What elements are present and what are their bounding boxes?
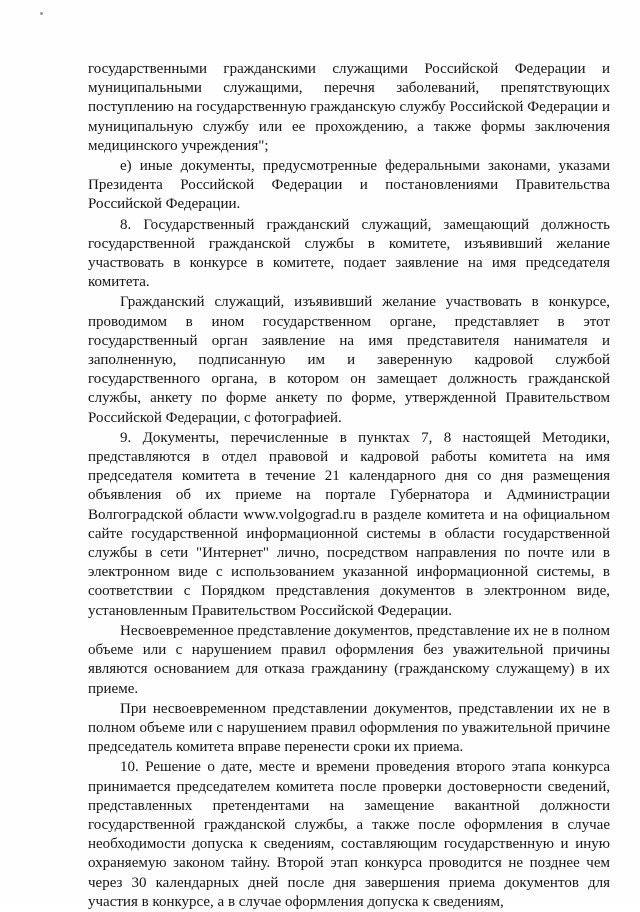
paragraph-late-submission: Несвоевременное представление документов, представление их не в полном объеме или с нарушением правил оформления без уважительной причины являются основанием для отказа гражданину (гражданскому служащему) в их приеме.	[88, 622, 610, 697]
paragraph-clause-8: 8. Государственный гражданский служащий, замещающий должность государственной гражданской службы в комитете, изъявивший желание участвовать в конкурсе в комитете, подает заявление на имя председателя комитета.	[88, 216, 610, 291]
paragraph-clause-9: 9. Документы, перечисленные в пунктах 7, 8 настоящей Методики, представляются в отдел правовой и кадровой работы комитета на имя председателя комитета в течение 21 календарного дня со дня размещения объявления об их приеме на портале Губернатора и Администрации Волгоградской области www.volgograd.ru в разделе комитета и на официальном сайте государственной информационной системы в области государственной службы в сети "Интернет" лично, посредством направления по почте или в электронном виде с использованием указанной информационной системы, в соответствии с Порядком представления документов в электронном виде, установленным Правительством Российской Федерации.	[88, 429, 610, 619]
paragraph-clause-8-continued: Гражданский служащий, изъявивший желание участвовать в конкурсе, проводимом в ином государственном органе, представляет в этот государственный орган заявление на имя представителя нанимателя и заполненную, подписанную им и заверенную кадровой службой государственного органа, в котором он замещает должность гражданской службы, анкету по форме анкету по форме, утвержденной Правительством Российской Федерации, с фотографией.	[88, 294, 610, 426]
document-body	[88, 60, 610, 912]
paragraph-deadline-extension: При несвоевременном представлении документов, представлении их не в полном объеме или с нарушением правил оформления по уважительной причине председатель комитета вправе перенести сроки их приема.	[88, 700, 610, 756]
paragraph-continuation: государственными гражданскими служащими Российской Федерации и муниципальными служащими, перечня заболеваний, препятствующих поступлению на государственную гражданскую службу Российской Федерации и муниципальную службу или ее прохождению, а также формы заключения медицинского учреждения";	[88, 61, 610, 154]
paragraph-clause-10: 10. Решение о дате, месте и времени проведения второго этапа конкурса принимается председателем комитета после проверки достоверности сведений, представленных претендентами на замещение вакантной должности государственной гражданской службы, а также после оформления в случае необходимости допуска к сведениям, составляющим государственную и иную охраняемую законом тайну. Второй этап конкурса проводится не позднее чем через 30 календарных дней после дня завершения приема документов для участия в конкурсе, а в случае оформления допуска к сведениям,	[88, 759, 610, 910]
scan-speck	[40, 12, 43, 15]
paragraph-item-e: е) иные документы, предусмотренные федеральными законами, указами Президента Российской Федерации и постановлениями Правительства Российской Федерации.	[88, 158, 610, 213]
